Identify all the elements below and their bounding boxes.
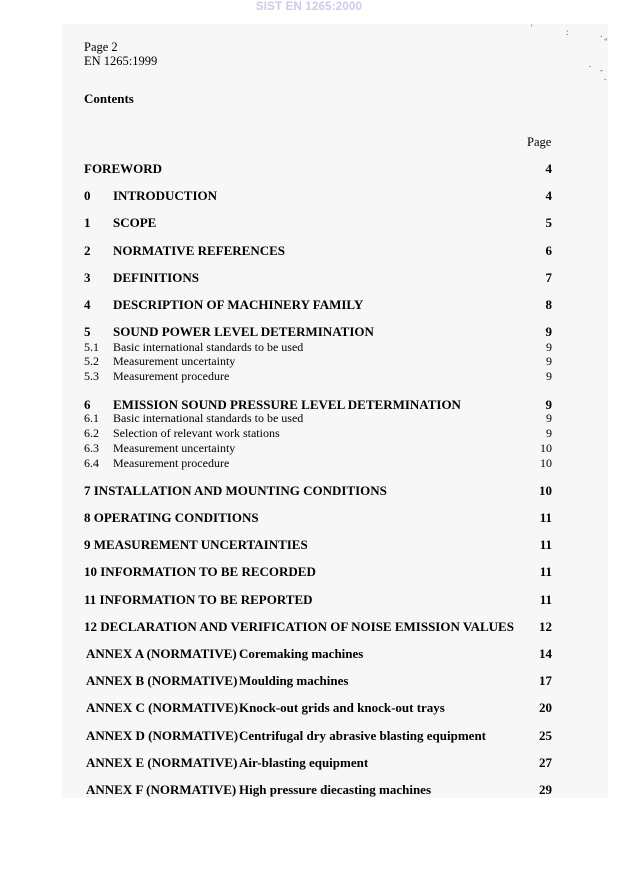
toc-entry-page: 6 [545,243,552,258]
annex-title: Knock-out grids and knock-out trays [239,700,445,715]
toc-entry-page: 9 [546,411,552,425]
toc-entry-number: 1 [84,215,91,230]
toc-entry-number: 6.4 [84,456,99,470]
watermark: SIST EN 1265:2000 [255,1,363,13]
annex-label: ANNEX D (NORMATIVE) [86,728,239,743]
toc-entry-title: Basic international standards to be used [113,340,304,354]
toc-entry[interactable] [84,242,552,259]
toc-entry[interactable] [84,296,552,313]
scan-speck: : [566,27,569,37]
toc-subentry[interactable] [84,369,552,383]
toc-entry-page: 7 [545,270,552,285]
toc-entry-number: 6.1 [84,411,99,425]
toc-entry-page: 9 [546,354,552,368]
annex-label: ANNEX F (NORMATIVE) [86,782,237,797]
toc-entry-number: 3 [84,270,91,285]
annex-page: 25 [539,728,552,743]
toc-entry-title: INTRODUCTION [113,188,218,203]
toc-subentry[interactable] [84,456,552,470]
toc-entry[interactable] [84,323,552,340]
annex-title: Centrifugal dry abrasive blasting equipment [239,728,487,743]
annex-page: 20 [539,700,552,715]
toc-annex-entry[interactable] [84,672,552,689]
scan-speck: " [604,37,608,47]
toc-entry-title: 10 INFORMATION TO BE RECORDED [84,564,316,579]
toc-entry-title: Basic international standards to be used [113,411,304,425]
toc-entry-page: 9 [546,369,552,383]
page-number: Page 2 [84,40,118,54]
scan-speck: . [600,29,603,39]
standard-id: EN 1265:1999 [84,54,158,68]
toc-entry-page: 11 [539,564,552,579]
toc-entry-page: 4 [545,188,552,203]
toc-entry-page: 11 [539,537,552,552]
annex-page: 17 [539,673,552,688]
toc-entry-title: 9 MEASUREMENT UNCERTAINTIES [84,537,308,552]
toc-entry-title: EMISSION SOUND PRESSURE LEVEL DETERMINATION [113,397,461,412]
toc-entry-title: Measurement uncertainty [113,354,236,368]
toc-annex-entry[interactable] [84,754,552,771]
toc-entry-number: 0 [84,188,91,203]
toc-subentry[interactable] [84,340,552,354]
toc-annex-entry[interactable] [84,727,552,744]
toc-annex-entry[interactable] [84,781,552,798]
annex-label: ANNEX A (NORMATIVE) [86,646,237,661]
toc-entry[interactable] [84,618,552,635]
toc-entry-title: SOUND POWER LEVEL DETERMINATION [113,324,374,339]
toc-subentry[interactable] [84,441,552,455]
toc-entry[interactable] [84,269,552,286]
scan-speck: - [600,65,603,75]
toc-entry-page: 8 [545,297,552,312]
toc-subentry[interactable] [84,426,552,440]
annex-label: ANNEX C (NORMATIVE) [86,700,239,715]
toc-entry-number: 5.1 [84,340,99,354]
annex-label: ANNEX B (NORMATIVE) [86,673,238,688]
toc-entry-page: 10 [539,483,552,498]
toc-entry-number: 4 [84,297,91,312]
page-column-label: Page [527,135,552,149]
toc-entry-title: DEFINITIONS [113,270,199,285]
toc-entry-title: 12 DECLARATION AND VERIFICATION OF NOISE EMISSION VALUES [84,619,514,634]
annex-page: 14 [539,646,552,661]
toc-subentry[interactable] [84,411,552,425]
toc-entry-title: Measurement procedure [113,456,230,470]
toc-entry-number: 2 [84,243,91,258]
toc-entry-title: Measurement procedure [113,369,230,383]
toc-entry-title: 7 INSTALLATION AND MOUNTING CONDITIONS [84,483,387,498]
annex-label: ANNEX E (NORMATIVE) [86,755,238,770]
toc-entry[interactable] [84,482,552,499]
toc-entry-page: 11 [539,510,552,525]
toc-entry[interactable] [84,563,552,580]
toc-entry-number: 6.2 [84,426,99,440]
toc-entry-title: FOREWORD [84,161,162,176]
toc-entry-title: Measurement uncertainty [113,441,236,455]
toc-entry-page: 4 [545,161,552,176]
toc-entry[interactable] [84,509,552,526]
annex-page: 29 [539,782,552,797]
toc-entry-page: 9 [546,340,552,354]
annex-page: 27 [539,755,552,770]
toc-entry-page: 9 [545,324,552,339]
toc-entry-number: 6 [84,397,91,412]
toc-annex-entry[interactable] [84,699,552,716]
toc-entry-title: 11 INFORMATION TO BE REPORTED [84,592,313,607]
toc-entry-page: 9 [546,426,552,440]
toc-entry[interactable] [84,214,552,231]
scan-speck: . [604,72,607,82]
toc-entry-number: 6.3 [84,441,99,455]
toc-entry-title: Selection of relevant work stations [113,426,280,440]
toc-entry-page: 10 [540,441,552,455]
toc-entry-page: 11 [539,592,552,607]
toc-entry[interactable] [84,160,552,177]
toc-entry[interactable] [84,187,552,204]
toc-annex-entry[interactable] [84,645,552,662]
toc-entry-number: 5.3 [84,369,99,383]
toc-entry-page: 5 [545,215,552,230]
annex-title: Coremaking machines [239,646,364,661]
toc-entry[interactable] [84,591,552,608]
toc-entry-title: NORMATIVE REFERENCES [113,243,286,258]
scan-speck: . [589,59,592,69]
annex-title: High pressure diecasting machines [239,782,432,797]
toc-entry[interactable] [84,536,552,553]
toc-entry-number: 5 [84,324,91,339]
toc-entry-title: DESCRIPTION OF MACHINERY FAMILY [113,297,364,312]
toc-entry-page: 12 [539,619,552,634]
toc-entry-number: 5.2 [84,354,99,368]
scan-speck: ' [531,23,533,33]
toc-entry-page: 10 [540,456,552,470]
contents-heading: Contents [84,91,134,106]
toc-entry-title: SCOPE [113,215,157,230]
annex-title: Moulding machines [239,673,349,688]
toc-entry-page: 9 [545,397,552,412]
toc-subentry[interactable] [84,354,552,368]
toc-entry-title: 8 OPERATING CONDITIONS [84,510,259,525]
annex-title: Air-blasting equipment [239,755,369,770]
